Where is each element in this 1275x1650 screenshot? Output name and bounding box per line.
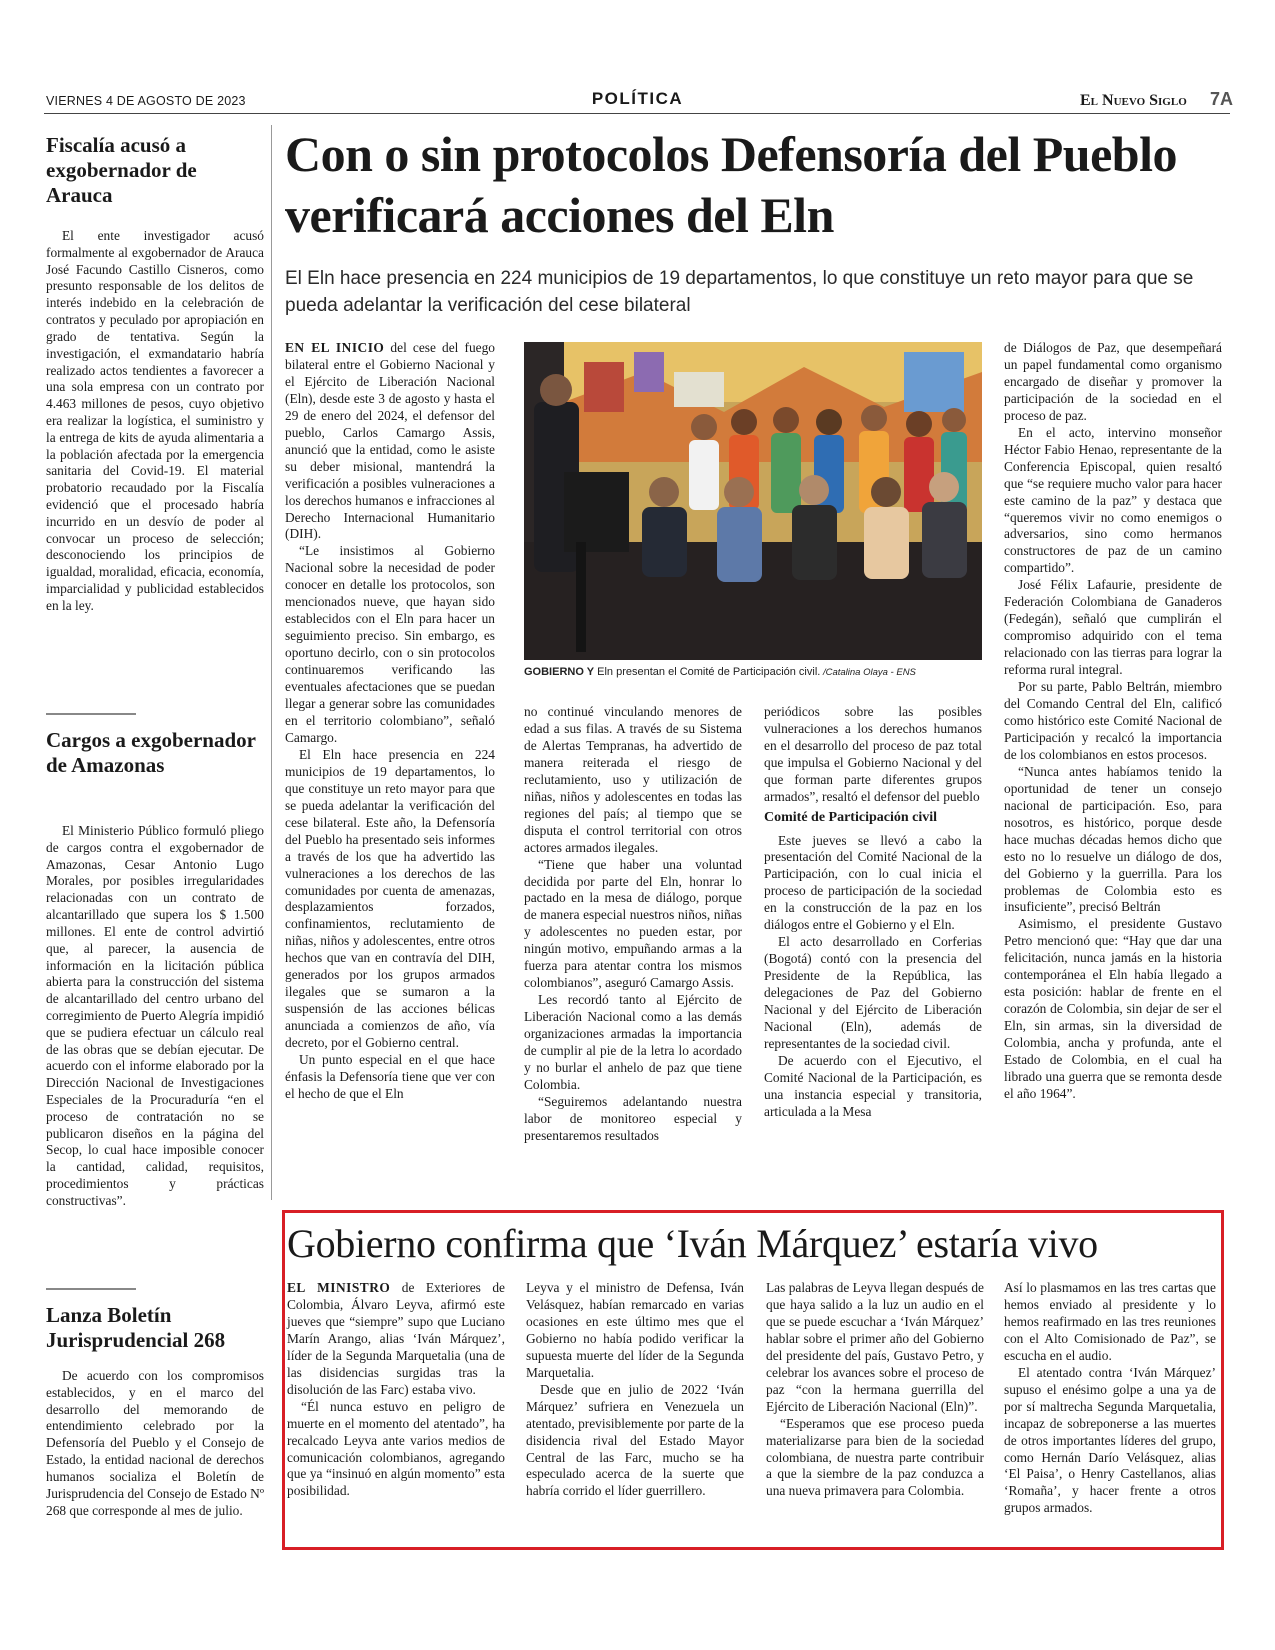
edition-date: VIERNES 4 DE AGOSTO DE 2023 [46,94,246,108]
article-paragraph: “Seguiremos adelantando nuestra labor de monitoreo especial y presentaremos resultados [524,1093,742,1143]
sidebar-body-2: El Ministerio Público formuló pliego de cargos contra el exgobernador de Amazonas, Cesar Antonio Lugo Morales, por posibles irregularidades relacionadas con un contrato de alcantarillado que supera los $ 1.500 millones. El ente de control advirtió que, al parecer, la ausencia de información en la licitación pública abierta para la construcción del sistema de alcantarillado del centro urbano del corregimiento de Puerto Alegría impidió que se pudiera efectuar un cálculo real de las obras que se debían ejecutar. De acuerdo con el informe elaborado por la Dirección Nacional de Investigaciones Especiales de la Procuraduría “en el proceso de contratación no se publicaron diseños en la página del Secop, lo cual hace imposible conocer la cantidad, calidad, requisitos, procedimientos y prácticas constructivas”. [46,823,264,1208]
article-paragraph: “Nunca antes habíamos tenido la oportunidad de tener un consejo nacional de participación. Eso, para nosotros, es histórico, porque desde hace muchas décadas hemos dicho que esto no lo resuelve un diálogo de dos, del Gobierno y la guerrilla. Para los problemas de Colombia esto es insuficiente”, precisó Beltrán [1004,763,1222,915]
article-paragraph: Les recordó tanto al Ejército de Liberación Nacional como a las demás organizaciones armadas la importancia de cumplir al pie de la letra lo acordado y no burlar el anhelo de paz que tiene Colombia. [524,992,742,1092]
sidebar-divider [46,1288,136,1290]
article-paragraph: “Él nunca estuvo en peligro de muerte en el momento del atentado”, ha recalcado Leyva ante varios medios de comunicación colombianos, agregando que ya “insinuó en algún momento” esta posibilidad. [287,1398,505,1499]
sidebar-headline-2: Cargos a exgobernador de Amazonas [46,728,256,777]
article-paragraph: Por su parte, Pablo Beltrán, miembro del Comando Central del Eln, calificó como histórico este Comité Nacional de Participación y recalcó la importancia de los colombianos en estos procesos. [1004,679,1222,762]
article-paragraph: Un punto especial en el que hace énfasis la Defensoría tiene que ver con el hecho de que el Eln [285,1052,495,1101]
article-paragraph: Leyva y el ministro de Defensa, Iván Velásquez, habían remarcado en varias ocasiones en este último mes que el Gobierno no había podido verificar la supuesta muerte del líder de la Segunda Marquetalia. [526,1280,744,1380]
article-paragraph: Así lo plasmamos en las tres cartas que hemos enviado al presidente y lo hemos reafirmado en las tres reuniones con el Alto Comisionado de Paz”, se escucha en el audio. [1004,1280,1216,1363]
event-photo [524,342,982,660]
sidebar-headline-1: Fiscalía acusó a exgobernador de Arauca [46,133,197,207]
main-lede: El Eln hace presencia en 224 municipios de 19 departamentos, lo que constituye un reto mayor para que se pueda adelantar la verificación del cese bilateral [285,268,1194,316]
article-paragraph: De acuerdo con el Ejecutivo, el Comité Nacional de la Participación, es una instancia especial y transitoria, articulada a la Mesa [764,1052,982,1119]
newspaper-brand: El Nuevo Siglo [1080,92,1187,109]
article-paragraph: “Le insistimos al Gobierno Nacional sobre la necesidad de poder conocer en detalle los protocolos, son mencionados nueve, que hayan sido establecidos con el Eln para hacer un seguimiento preciso. Sin embargo, es oportuno decirlo, con o sin protocolos continuaremos verificando las eventuales afectaciones que se puedan llegar a generar sobre las comunidades en el territorio colombiano”, señaló Camargo. [285,543,495,745]
boxed-column-3 [766,1280,984,1500]
article-paragraph: Asimismo, el presidente Gustavo Petro mencionó que: “Hay que dar una felicitación, nunca jamás en la historia contemporánea el Eln había llegado a esta posición: hablar de frente en el corazón de Colombia, sin dejar de ser el Eln, sin armas, sin la diversidad de Colombia, ancha y profunda, ante el Estado de Colombia, en el cual ha librado una guerra que se remonta desde el año 1964”. [1004,916,1222,1101]
article-paragraph: El Eln hace presencia en 224 municipios de 19 departamentos, lo que constituye un reto mayor para que se pueda adelantar la verificación del cese bilateral. Este año, la Defensoría del Pueblo ha presentado seis informes a través de los que ha advertido las vulneraciones a los derechos de las comunidades por cuenta de amenazas, desplazamientos forzados, confinamientos, reclutamiento de niñas, niños y adolescentes, entre otros hechos que van en contravía del DIH, generados por los grupos armados ilegales que se sumaron a la suspensión de las acciones bélicas anunciada a comienzos de año, vía decreto, por el Gobierno central. [285,746,495,1051]
article-column-4 [1004,340,1222,1103]
article-column-1 [285,340,495,1103]
article-paragraph: El acto desarrollado en Corferias (Bogotá) contó con la presencia del Presidente de la República, las delegaciones de Paz del Gobierno Nacional y del Ejército de Liberación Nacional (Eln), además de representantes de la sociedad civil. [764,934,982,1051]
page-number: 7A [1210,89,1234,109]
article-paragraph: EN EL INICIO del cese del fuego bilateral entre el Gobierno Nacional y el Ejército de Liberación Nacional (Eln), desde este 3 de agosto y hasta el 29 de enero del 2024, el defensor del pueblo, Carlos Camargo Assis, anunció que la entidad, como le asiste su deber misional, mantendrá la verificación a posibles vulneraciones a los derechos humanos e infracciones al Derecho Internacional Humanitario (DIH). [285,340,495,542]
photo-caption [524,666,984,678]
sidebar-headline-3: Lanza Boletín Jurisprudencial 268 [46,1303,226,1352]
article-column-2 [524,704,742,1145]
event-photo-illustration [524,342,982,660]
article-paragraph: José Félix Lafaurie, presidente de Federación Colombiana de Ganaderos (Fedegán), señaló que cumplirán el compromiso adquirido con el tema relacionado con las tierras para lograr la reforma rural integral. [1004,577,1222,678]
boxed-headline: Gobierno confirma que ‘Iván Márquez’ estaría vivo [287,1221,1098,1266]
article-subhead: Comité de Participación civil [764,809,938,825]
article-paragraph: El atentado contra ‘Iván Márquez’ supuso el enésimo golpe a una ya de por sí maltrecha Segunda Marquetalia, incapaz de sobreponerse a las muertes de otros importantes líderes del grupo, como Hernán Darío Velásquez, alias ‘El Paisa’, o Henry Castellanos, alias ‘Romaña’, y hacer frente a otros grupos armados. [1004,1364,1216,1516]
column-divider [271,125,272,1200]
sidebar-body-3: De acuerdo con los compromisos establecidos, y en el marco del desarrollo del memorando de entendimiento celebrado por la Defensoría del Pueblo y el Consejo de Estado, la entidad nacional de derechos humanos socializa el Boletín de Jurisprudencia del Consejo de Estado Nº 268 que corresponde al mes de julio. [46,1368,264,1518]
article-paragraph: de Diálogos de Paz, que desempeñará un papel fundamental como organismo encargado de diseñar y promover la participación de la sociedad en el proceso de paz. [1004,340,1222,423]
article-paragraph: En el acto, intervino monseñor Héctor Fabio Henao, representante de la Conferencia Episcopal, quien resaltó que “se requiere mucho valor para hacer este camino de la paz” y destaca que “queremos vivir no como enemigos o adversarios, sino como hermanos constructores de paz de un camino compartido”. [1004,424,1222,576]
article-paragraph: Desde que en julio de 2022 ‘Iván Márquez’ sufriera en Venezuela un atentado, previsiblemente por parte de la disidencia rival del Estado Mayor Central de las Farc, mucho se ha especulado acerca de la suerte que habría corrido el líder guerrillero. [526,1381,744,1499]
main-headline: Con o sin protocolos Defensoría del Pueblo verificará acciones del Eln [285,126,1177,243]
caption-lead: GOBIERNO Y [524,666,595,678]
article-paragraph: “Tiene que haber una voluntad decidida por parte del Eln, honrar lo pactado en la mesa de diálogo, porque de manera especial nuestros niños, niñas y adolescentes no pueden estar, por ningún motivo, empuñando armas a la fuerza para atentar contra los mismos colombianos”, aseguró Camargo Assis. [524,856,742,991]
lead-words: EN EL INICIO [285,340,385,355]
article-paragraph: “Esperamos que ese proceso pueda materializarse para bien de la sociedad colombiana, de nuestra parte contribuir a que la siembre de la paz conduzca a una nueva primavera para Colombia. [766,1415,984,1499]
boxed-column-1 [287,1280,505,1500]
article-paragraph: Este jueves se llevó a cabo la presentación del Comité Nacional de la Participación, con lo cual inicia el proceso de participación de la sociedad en la construcción de la paz en los diálogos entre el Gobierno y el Eln. [764,832,982,933]
sidebar-body-1: El ente investigador acusó formalmente al exgobernador de Arauca José Facundo Castillo Cisneros, como presunto responsable de los delitos de interés indebido en la celebración de contratos y peculado por apropiación en grado de tentativa. Según la investigación, el exmandatario habría realizado actos tendientes a favorecer a una sola empresa con un contrato por 4.463 millones de pesos, cuyo objetivo era realizar la logística, el suministro y la entrega de kits de ayuda alimentaria a la población afectada por la emergencia sanitaria del Covid-19. El material probatorio recaudado por la Fiscalía evidenció que el procesado habría incurrido en un desvío de poder al convocar un proceso de selección; desconociendo los principios de igualdad, moralidad, eficacia, economía, imparcialidad y publicidad establecidos en la ley. [46,228,264,613]
photo-credit: /Catalina Olaya - ENS [820,667,916,678]
boxed-column-4 [1004,1280,1216,1517]
boxed-column-2 [526,1280,744,1500]
article-paragraph: Las palabras de Leyva llegan después de que haya salido a la luz un audio en el que se puede escuchar a ‘Iván Márquez’ hablar sobre el primer año del Gobierno del presidente del país, Gustavo Petro, y celebrar los avances sobre el proceso de paz “con la hermana guerrilla del Ejército de Liberación Nacional (Eln)”. [766,1280,984,1414]
article-paragraph: no continué vinculando menores de edad a sus filas. A través de su Sistema de Alertas Tempranas, ha advertido de manera reiterada el riesgo de reclutamiento, uso y utilización de niñas, niños y adolescentes en todas las regiones del país; al tiempo que se disputa el control territorial con otros actores armados ilegales. [524,704,742,855]
header-rule [44,113,1230,114]
article-paragraph: EL MINISTRO de Exteriores de Colombia, Álvaro Leyva, afirmó este jueves que “siempre” supo que Luciano Marín Arango, alias ‘Iván Márquez’, líder de la Segunda Marquetalia (una de las disidencias surgidas tras la disolución de las Farc) estaba vivo. [287,1280,505,1397]
sidebar-divider [46,713,136,715]
lead-words: EL MINISTRO [287,1280,391,1295]
caption-text: Eln presentan el Comité de Participación civil. [594,666,821,678]
section-name: POLÍTICA [591,89,684,108]
article-column-3 [764,704,982,1121]
article-paragraph: periódicos sobre las posibles vulneraciones a los derechos humanos en el desarrollo del proceso de paz total que impulsa el Gobierno Nacional y del que forman parte diferentes grupos armados”, resaltó el defensor del pueblo [764,704,982,804]
